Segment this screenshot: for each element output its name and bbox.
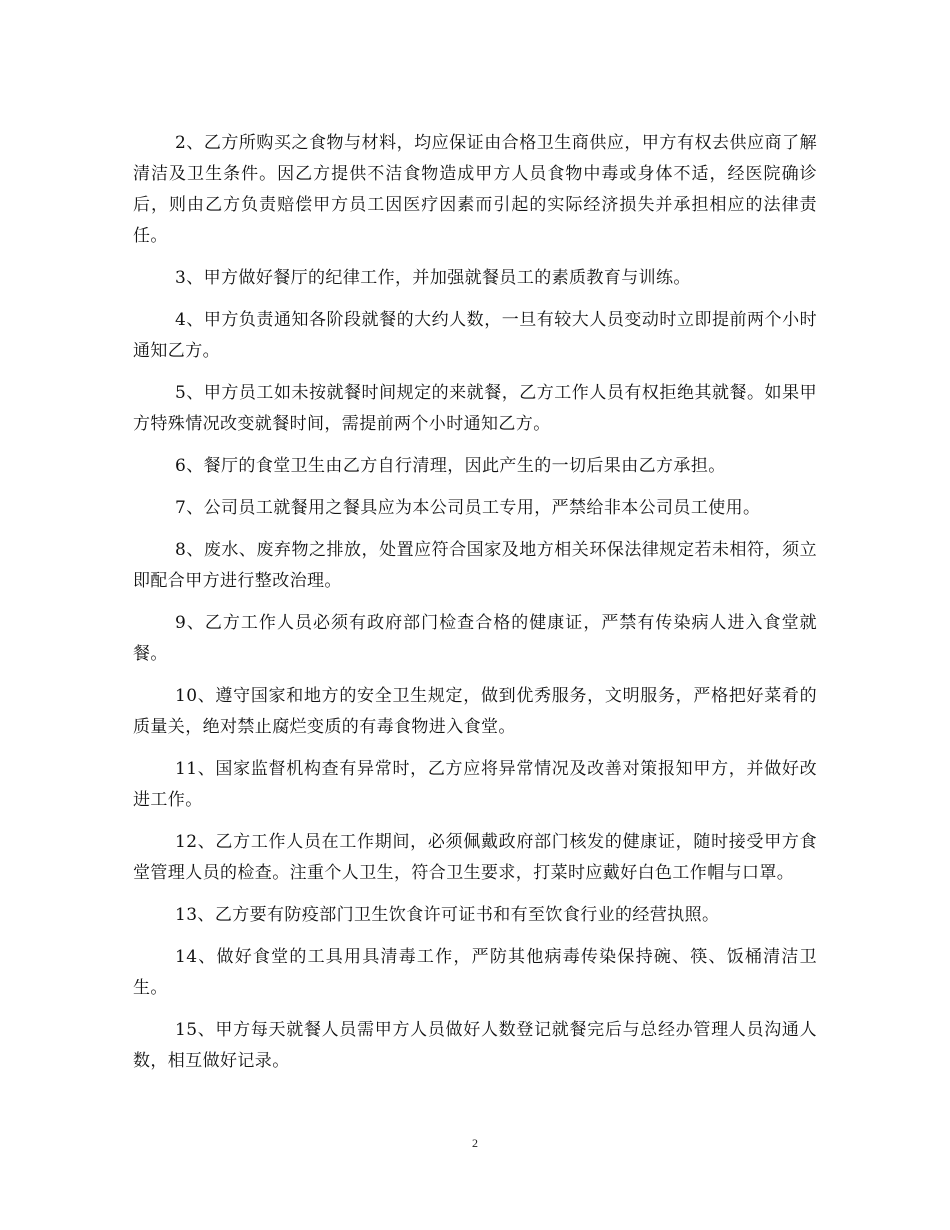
clause-12: 12、乙方工作人员在工作期间，必须佩戴政府部门核发的健康证，随时接受甲方食堂管理人员的检查。注重个人卫生，符合卫生要求，打菜时应戴好白色工作帽与口罩。 — [133, 832, 817, 883]
clause-8: 8、废水、废弃物之排放，处置应符合国家及地方相关环保法律规定若未相符，须立即配合甲方进行整改治理。 — [133, 540, 817, 591]
clause-11: 11、国家监督机构查有异常时，乙方应将异常情况及改善对策报知甲方，并做好改进工作。 — [133, 759, 817, 810]
clause-3: 3、甲方做好餐厅的纪律工作，并加强就餐员工的素质教育与训练。 — [175, 268, 691, 288]
clause-5: 5、甲方员工如未按就餐时间规定的来就餐，乙方工作人员有权拒绝其就餐。如果甲方特殊情况改变就餐时间，需提前两个小时通知乙方。 — [133, 383, 817, 434]
clause-7: 7、公司员工就餐用之餐具应为本公司员工专用，严禁给非本公司员工使用。 — [175, 498, 761, 518]
clause-10: 10、遵守国家和地方的安全卫生规定，做到优秀服务，文明服务，严格把好菜肴的质量关，绝对禁止腐烂变质的有毒食物进入食堂。 — [133, 686, 817, 737]
clause-6: 6、餐厅的食堂卫生由乙方自行清理，因此产生的一切后果由乙方承担。 — [175, 456, 726, 476]
clause-15: 15、甲方每天就餐人员需甲方人员做好人数登记就餐完后与总经办管理人员沟通人数，相互做好记录。 — [133, 1020, 817, 1071]
clause-14: 14、做好食堂的工具用具清毒工作，严防其他病毒传染保持碗、筷、饭桶清洁卫生。 — [133, 947, 817, 998]
clause-2: 2、乙方所购买之食物与材料，均应保证由合格卫生商供应，甲方有权去供应商了解清洁及卫生条件。因乙方提供不洁食物造成甲方人员食物中毒或身体不适，经医院确诊后，则由乙方负责赔偿甲方员工因医疗因素而引起的实际经济损失并承担相应的法律责任。 — [133, 133, 817, 246]
page-number: 2 — [472, 1136, 478, 1150]
clause-4: 4、甲方负责通知各阶段就餐的大约人数，一旦有较大人员变动时立即提前两个小时通知乙方。 — [133, 310, 817, 361]
document-body — [133, 128, 817, 1088]
clause-9: 9、乙方工作人员必须有政府部门检查合格的健康证，严禁有传染病人进入食堂就餐。 — [133, 613, 817, 664]
clause-13: 13、乙方要有防疫部门卫生饮食许可证书和有至饮食行业的经营执照。 — [175, 905, 720, 925]
